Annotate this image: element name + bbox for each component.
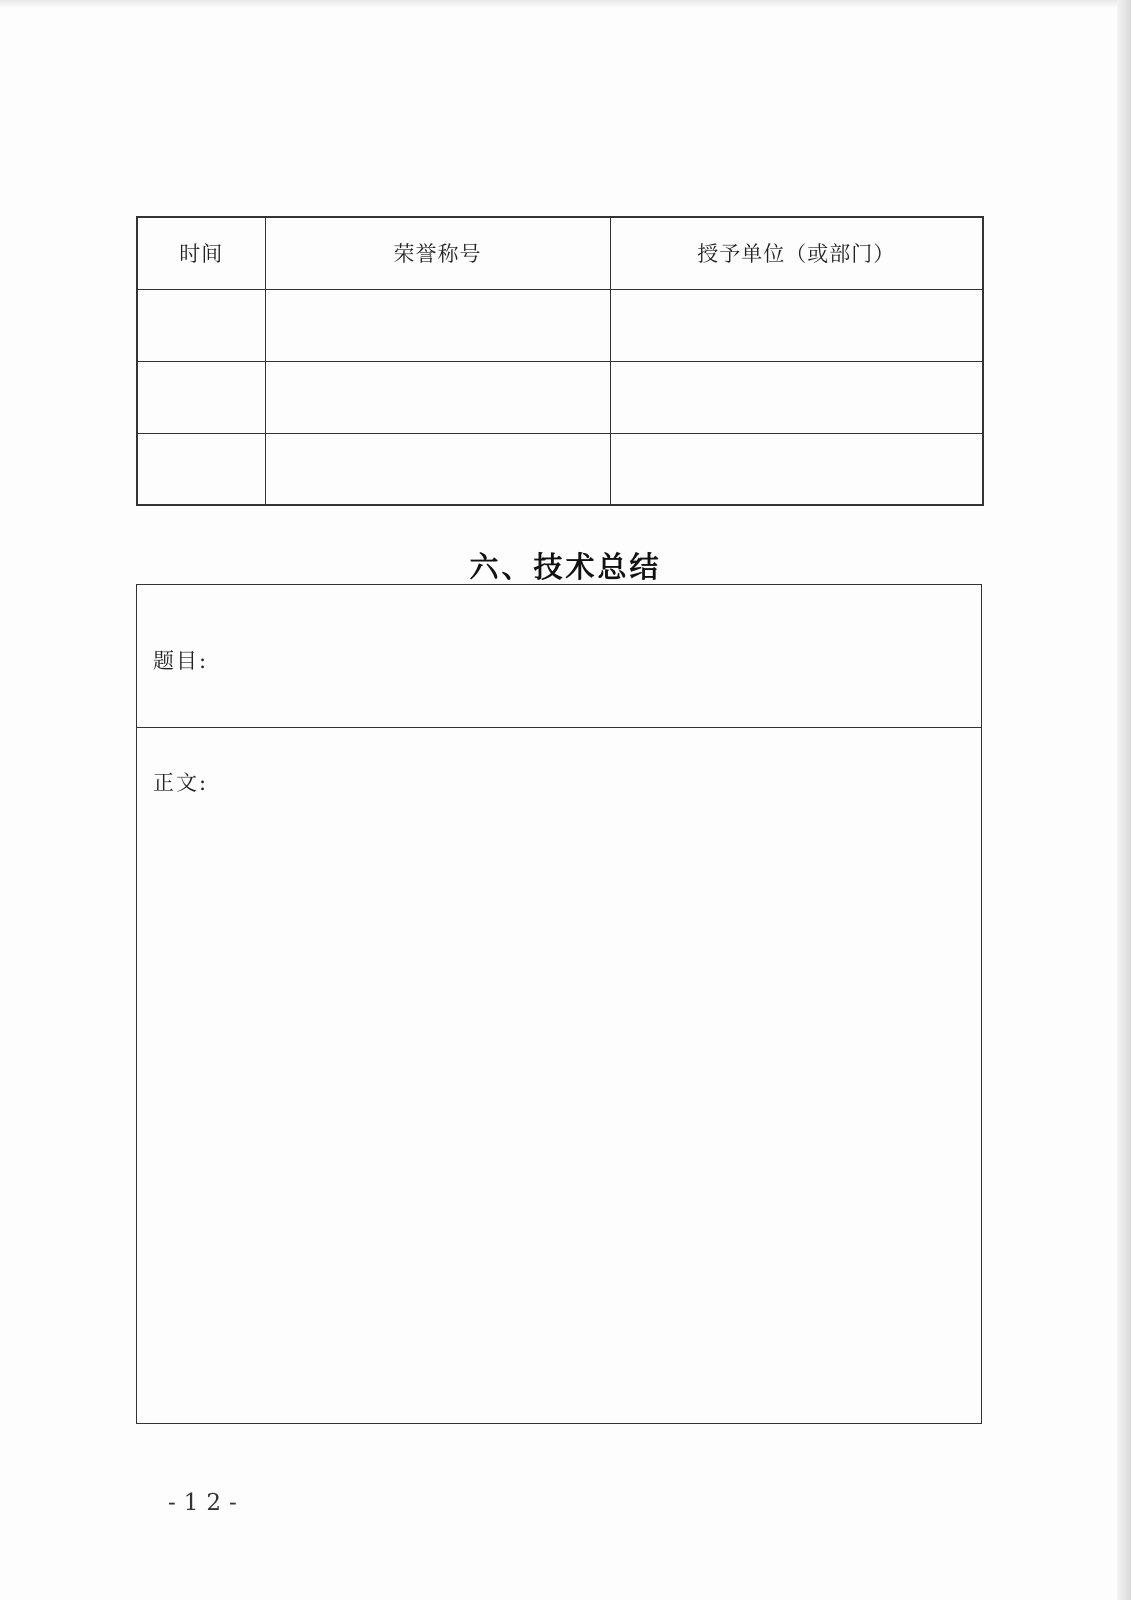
- header-honor-title: 荣誉称号: [265, 217, 610, 289]
- cell-granting-unit[interactable]: [610, 289, 983, 361]
- cell-granting-unit[interactable]: [610, 361, 983, 433]
- table-row: [137, 361, 983, 433]
- page-right-edge: [1117, 0, 1131, 1600]
- header-time: 时间: [137, 217, 265, 289]
- table-header-row: [137, 217, 983, 289]
- cell-honor-title[interactable]: [265, 433, 610, 505]
- page-top-edge: [0, 0, 1131, 8]
- honors-table: [136, 216, 984, 506]
- cell-granting-unit[interactable]: [610, 433, 983, 505]
- technical-summary-box: [136, 584, 982, 1424]
- table-row: [137, 433, 983, 505]
- cell-time[interactable]: [137, 433, 265, 505]
- cell-honor-title[interactable]: [265, 289, 610, 361]
- table-row: [137, 289, 983, 361]
- body-label: 正文:: [153, 771, 209, 795]
- topic-label: 题目:: [153, 649, 209, 673]
- cell-time[interactable]: [137, 289, 265, 361]
- page-number: -12-: [168, 1490, 245, 1516]
- topic-row[interactable]: [137, 585, 981, 728]
- section-title: 六、技术总结: [469, 550, 662, 584]
- cell-honor-title[interactable]: [265, 361, 610, 433]
- cell-time[interactable]: [137, 361, 265, 433]
- header-granting-unit: 授予单位（或部门）: [610, 217, 983, 289]
